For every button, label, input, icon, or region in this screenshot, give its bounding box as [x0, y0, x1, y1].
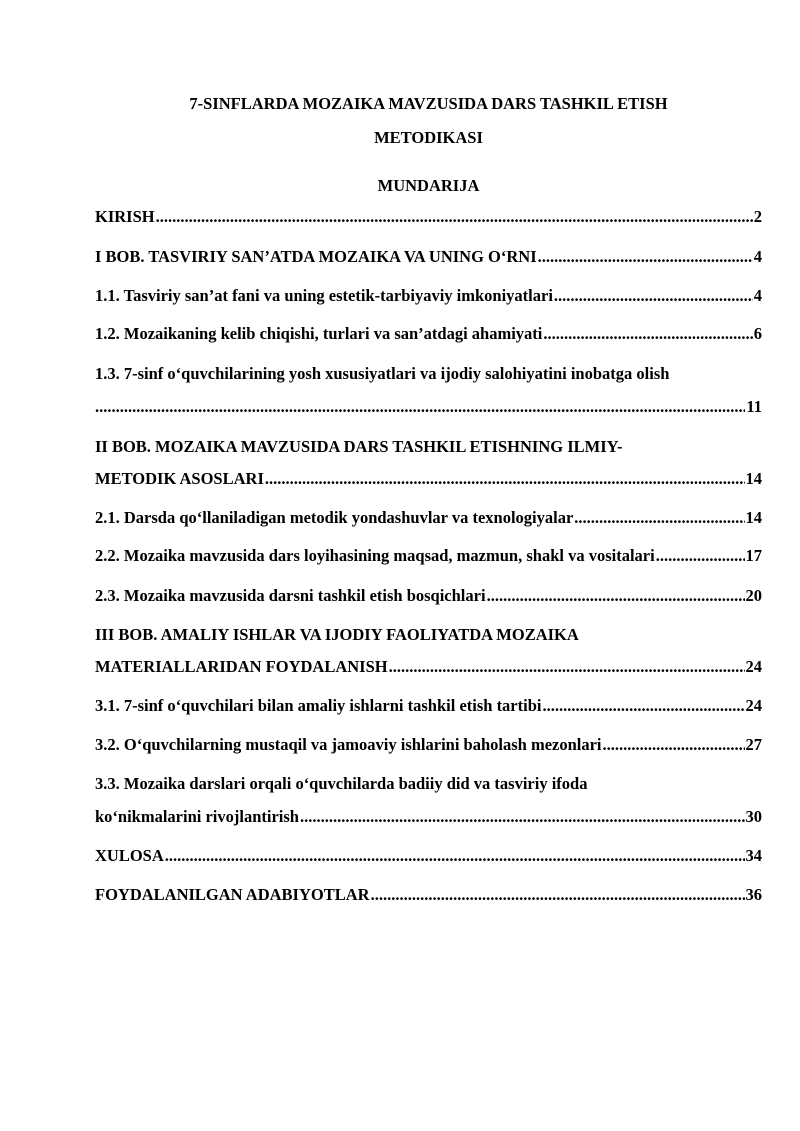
toc-page-number: 2 [753, 207, 762, 226]
toc-entry-bob-3-line-2 [95, 656, 762, 678]
toc-entry-text: FOYDALANILGAN ADABIYOTLAR [95, 885, 370, 904]
toc-entry-kirish [95, 206, 762, 228]
toc-page-number: 24 [745, 657, 762, 676]
toc-page-number: 14 [745, 469, 762, 488]
toc-leader-dots [538, 246, 753, 268]
toc-entry-bob-3-line-1: III BOB. AMALIY ISHLAR VA IJODIY FAOLIYATDA MOZAIKA [95, 625, 579, 644]
toc-leader-dots [543, 323, 752, 345]
toc-entry-text: METODIK ASOSLARI [95, 469, 264, 488]
toc-entry-text: 2.2. Mozaika mavzusida dars loyihasining maqsad, mazmun, shakl va vositalari [95, 546, 655, 565]
toc-leader-dots [265, 468, 745, 490]
toc-page-number: 6 [753, 324, 762, 343]
toc-entry-bob-2-line-1: II BOB. MOZAIKA MAVZUSIDA DARS TASHKIL ETISHNING ILMIY- [95, 437, 623, 456]
toc-page-number: 36 [745, 885, 762, 904]
toc-page-number: 30 [745, 807, 762, 826]
toc-entry-3-3-line-2 [95, 806, 762, 828]
document-title-line-2: METODIKASI [374, 128, 483, 147]
toc-leader-dots [574, 507, 744, 529]
toc-page-number: 11 [746, 397, 762, 416]
toc-leader-dots [603, 734, 745, 756]
toc-page-number: 20 [745, 586, 762, 605]
toc-entry-text: KIRISH [95, 207, 155, 226]
toc-entry-text: 3.2. O‘quvchilarning mustaqil va jamoaviy ishlarini baholash mezonlari [95, 735, 602, 754]
toc-entry-1-3-line-2 [95, 396, 762, 418]
toc-entry-2-1 [95, 507, 762, 529]
toc-entry-bob-2-line-2 [95, 468, 762, 490]
toc-page-number: 4 [753, 247, 762, 266]
toc-page-number: 4 [753, 286, 762, 305]
toc-page-number: 34 [745, 846, 762, 865]
toc-entry-text: XULOSA [95, 846, 164, 865]
toc-leader-dots [542, 695, 744, 717]
toc-page-number: 14 [745, 508, 762, 527]
toc-entry-text: I BOB. TASVIRIY SAN’ATDA MOZAIKA VA UNING O‘RNI [95, 247, 537, 266]
toc-entry-2-3 [95, 585, 762, 607]
toc-entry-text: 2.1. Darsda qo‘llaniladigan metodik yondashuvlar va texnologiyalar [95, 508, 574, 527]
toc-entry-xulosa [95, 845, 762, 867]
toc-entry-text: MATERIALLARIDAN FOYDALANISH [95, 657, 388, 676]
document-title-line-1: 7-SINFLARDA MOZAIKA MAVZUSIDA DARS TASHKIL ETISH [189, 94, 668, 113]
toc-entry-text: 3.1. 7-sinf o‘quvchilari bilan amaliy ishlarni tashkil etish tartibi [95, 696, 542, 715]
toc-entry-adabiyotlar [95, 884, 762, 906]
toc-heading: MUNDARIJA [377, 176, 480, 195]
toc-leader-dots [487, 585, 745, 607]
toc-page-number: 27 [745, 735, 762, 754]
toc-entry-3-2 [95, 734, 762, 756]
toc-leader-dots [156, 206, 753, 228]
toc-leader-dots [300, 806, 745, 828]
toc-entry-text: 1.2. Mozaikaning kelib chiqishi, turlari va san’atdagi ahamiyati [95, 324, 543, 343]
toc-entry-1-3-line-1: 1.3. 7-sinf o‘quvchilarining yosh xususiyatlari va ijodiy salohiyatini inobatga olish [95, 364, 670, 383]
toc-leader-dots [371, 884, 745, 906]
toc-entry-2-2 [95, 545, 762, 567]
toc-leader-dots [656, 545, 745, 567]
toc-entry-1-1 [95, 285, 762, 307]
toc-entry-3-1 [95, 695, 762, 717]
toc-leader-dots [165, 845, 745, 867]
toc-entry-text: 1.1. Tasviriy san’at fani va uning estetik-tarbiyaviy imkoniyatlari [95, 286, 553, 305]
toc-entry-1-2 [95, 323, 762, 345]
toc-entry-text: ko‘nikmalarini rivojlantirish [95, 807, 299, 826]
toc-page-number: 24 [745, 696, 762, 715]
toc-entry-bob-1 [95, 246, 762, 268]
toc-page-number: 17 [745, 546, 762, 565]
toc-entry-3-3-line-1: 3.3. Mozaika darslari orqali o‘quvchilarda badiiy did va tasviriy ifoda [95, 774, 588, 793]
toc-leader-dots [389, 656, 745, 678]
toc-leader-dots [554, 285, 753, 307]
toc-entry-text: 2.3. Mozaika mavzusida darsni tashkil etish bosqichlari [95, 586, 486, 605]
toc-leader-dots [95, 396, 745, 418]
